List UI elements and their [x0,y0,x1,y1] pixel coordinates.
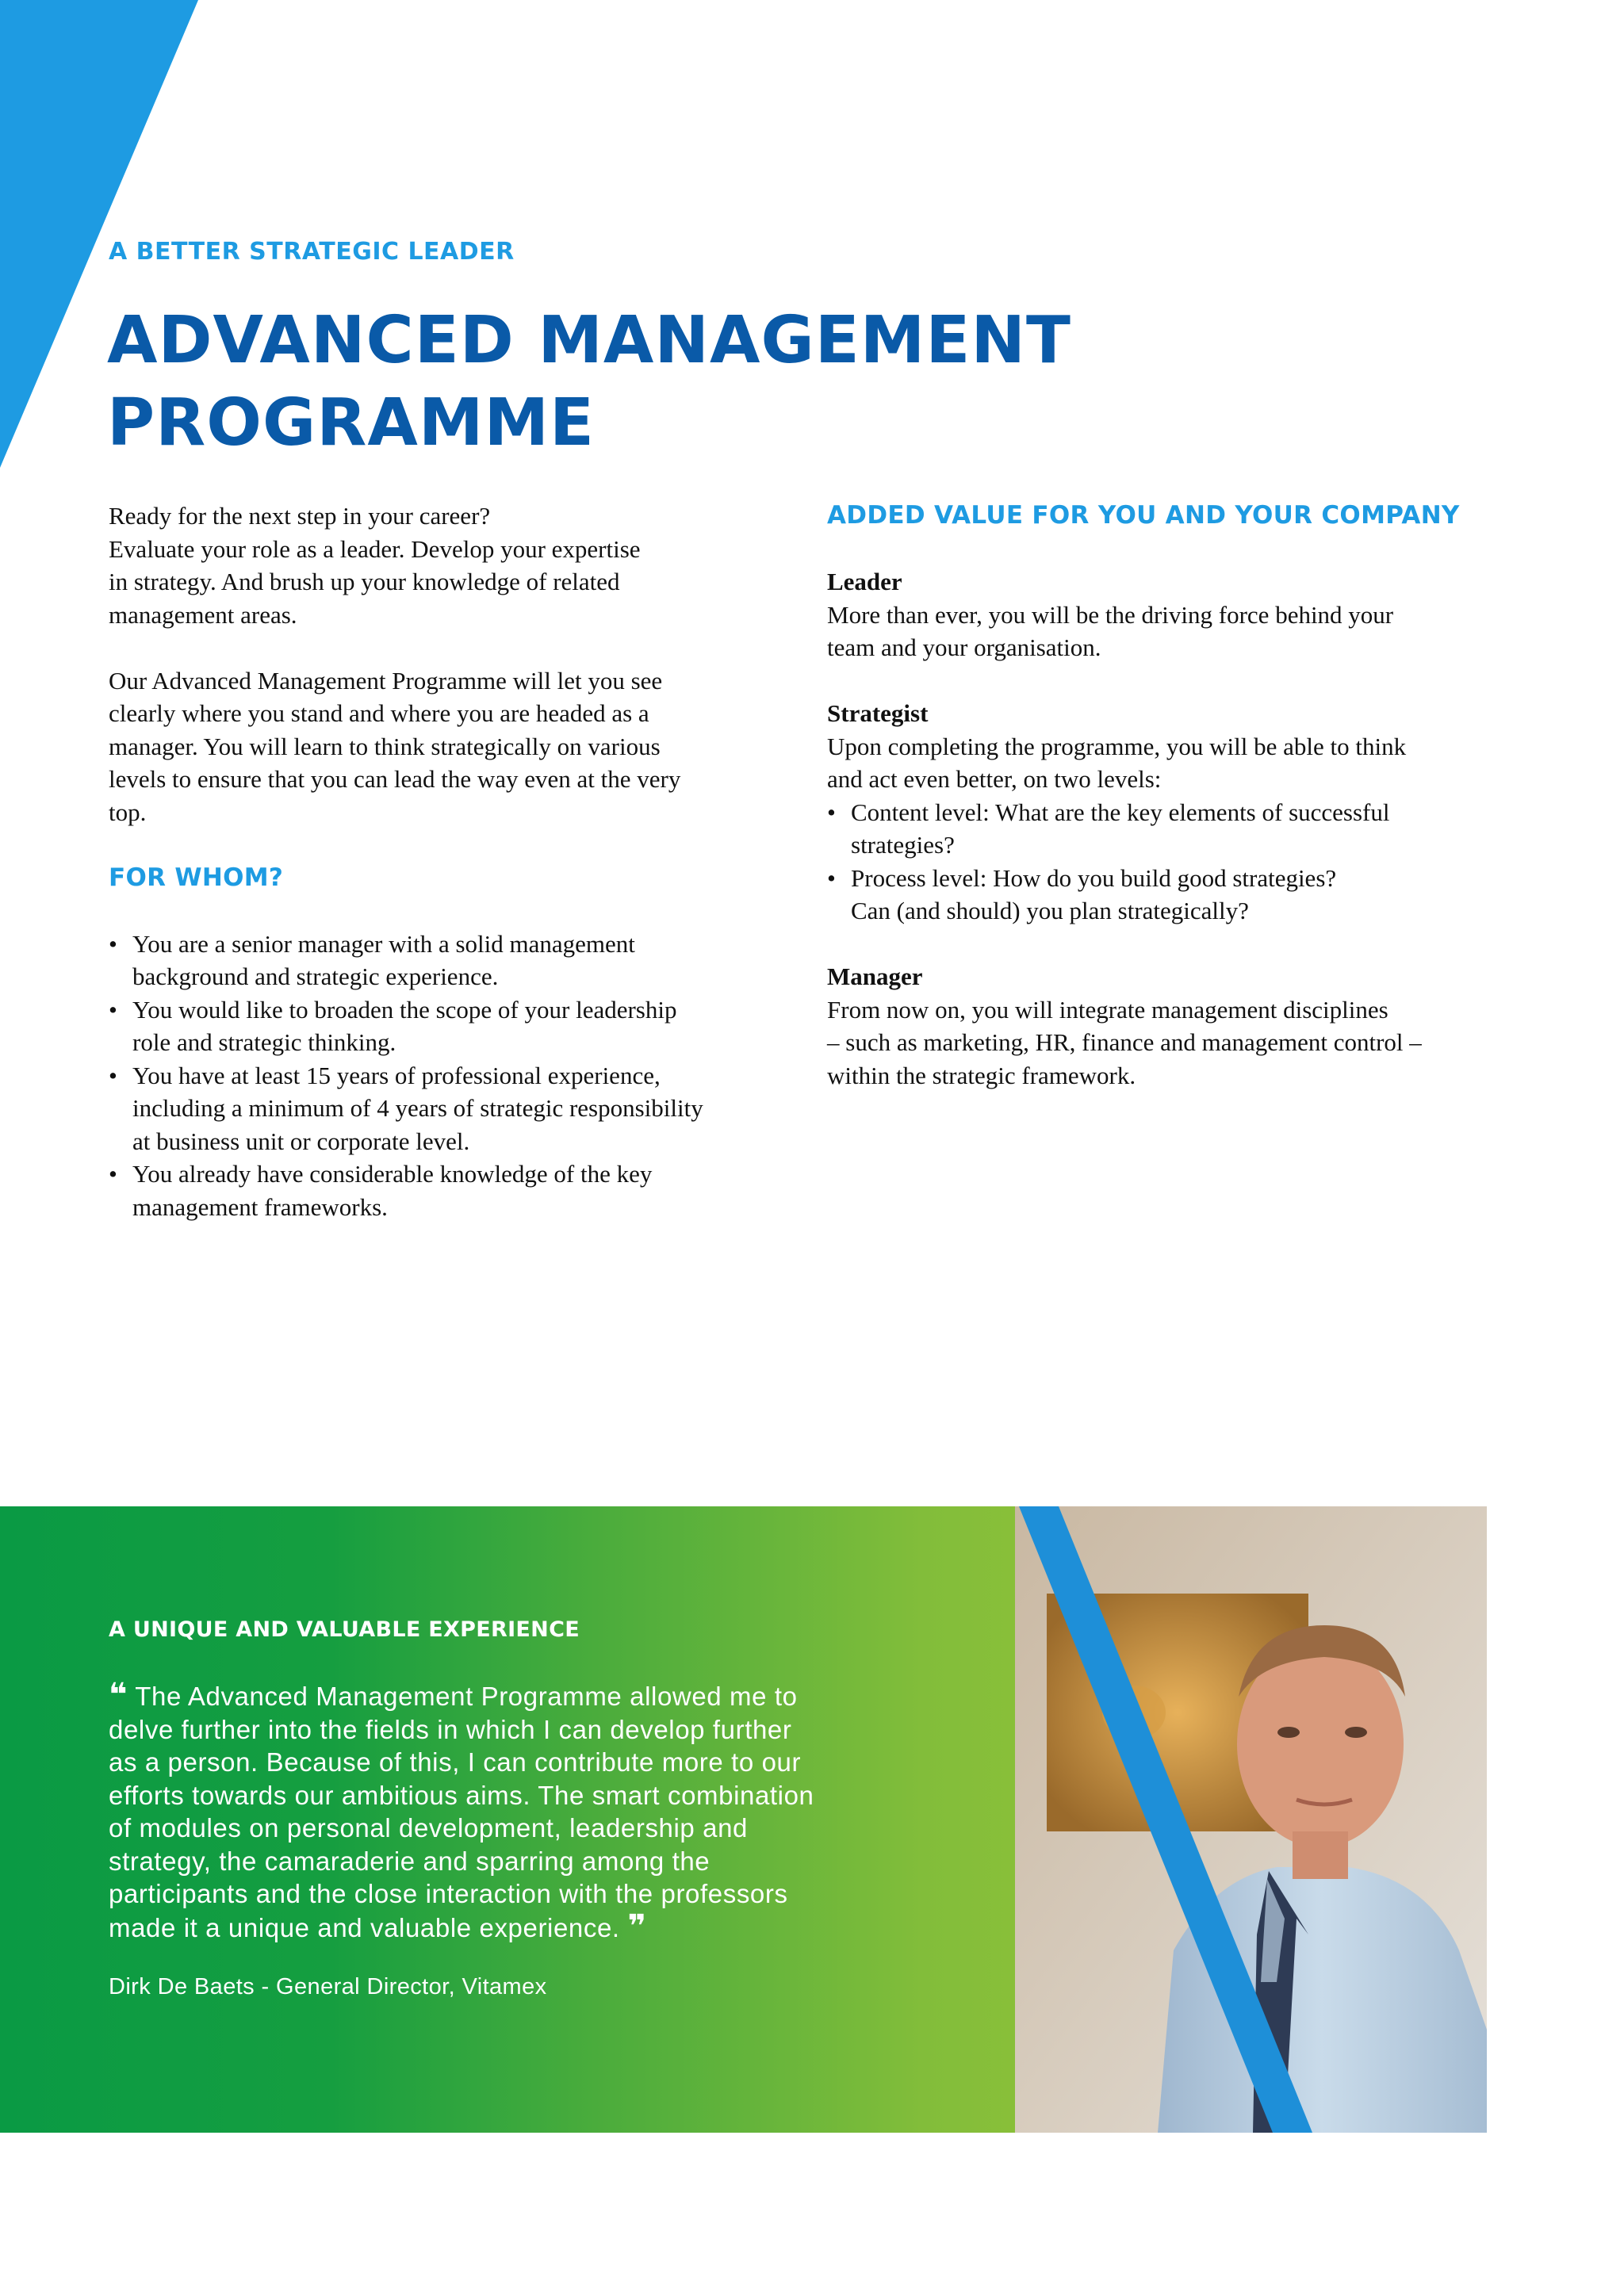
testimonial-band [0,1506,1487,2133]
open-quote-icon: ❝ [109,1677,128,1713]
text-line: strategies? [851,831,955,859]
text-line: Can (and should) you plan strategically? [851,897,1249,924]
testimonial-quote [109,1679,949,1944]
text-line: manager. You will learn to think strategically on various [109,732,661,760]
list-item [109,1059,783,1158]
text-line: strategy, the camaraderie and sparring among the [109,1846,710,1876]
page-title-line: PROGRAMME [107,385,596,461]
testimonial-heading: A UNIQUE AND VALUABLE EXPERIENCE [109,1617,580,1642]
text-line: From now on, you will integrate management disciplines [827,995,1388,1024]
manager-block [827,960,1525,1092]
strategist-block [827,697,1525,928]
text-line: management areas. [109,600,297,629]
text-line: Ready for the next step in your career? [109,502,491,530]
text-line: – such as marketing, HR, finance and management control – [827,1028,1422,1056]
text-line: in strategy. And brush up your knowledge of related [109,568,620,595]
text-line: clearly where you stand and where you are headed as a [109,699,649,727]
for-whom-heading: FOR WHOM? [109,863,284,892]
text-line: • Process level: How do you build good strategies? [851,863,1337,892]
programme-paragraph [109,664,783,829]
text-line: • You would like to broaden the scope of your leadership [132,995,677,1024]
text-line: role and strategic thinking. [132,1028,396,1056]
text-line: and act even better, on two levels: [827,765,1162,793]
right-column [827,499,1525,1125]
text-line: at business unit or corporate level. [132,1127,470,1155]
page-title [107,300,1297,465]
text-line: made it a unique and valuable experience. [109,1912,620,1942]
text-line: team and your organisation. [827,633,1101,661]
manager-title: Manager [827,962,923,990]
text-line: • Content level: What are the key elements of successful [851,798,1390,826]
leader-block [827,565,1525,664]
text-line: within the strategic framework. [827,1061,1136,1089]
leader-title: Leader [827,568,902,595]
text-line: • You have at least 15 years of professional experience, [132,1061,661,1089]
text-line: management frameworks. [132,1192,388,1221]
text-line: of modules on personal development, leadership and [109,1813,749,1843]
list-item [827,862,1525,928]
text-line: background and strategic experience. [132,962,499,990]
text-line: Our Advanced Management Programme will let you see [109,666,663,695]
list-item [109,1158,783,1223]
eyebrow-label: A BETTER STRATEGIC LEADER [109,238,515,266]
text-line: delve further into the fields in which I can develop further [109,1714,792,1744]
text-line: as a person. Because of this, I can contribute more to our [109,1747,802,1777]
text-line: More than ever, you will be the driving force behind your [827,600,1394,629]
list-item [109,928,783,993]
text-line: • You already have considerable knowledge of the key [132,1160,653,1188]
left-column [109,499,783,1223]
list-item [109,993,783,1059]
text-line: The Advanced Management Programme allowed me to [135,1682,798,1711]
added-value-heading: ADDED VALUE FOR YOU AND YOUR COMPANY [827,501,1460,530]
text-line: efforts towards our ambitious aims. The smart combination [109,1780,814,1810]
text-line: Upon completing the programme, you will be able to think [827,732,1407,760]
list-item [827,796,1525,862]
strategist-list [827,796,1525,928]
strategist-title: Strategist [827,699,929,727]
for-whom-list [109,928,783,1224]
text-line: Evaluate your role as a leader. Develop your expertise [109,534,641,563]
text-line: including a minimum of 4 years of strategic responsibility [132,1094,703,1122]
page-title-line: ADVANCED MANAGEMENT [107,303,1071,378]
text-line: top. [109,798,147,826]
close-quote-icon: ❞ [627,1908,647,1945]
testimonial-attribution: Dirk De Baets - General Director, Vitamex [109,1974,547,1999]
intro-paragraph [109,499,783,631]
text-line: participants and the close interaction with the professors [109,1879,788,1908]
text-line: • You are a senior manager with a solid management [132,929,635,958]
text-line: levels to ensure that you can lead the way even at the very [109,765,681,793]
